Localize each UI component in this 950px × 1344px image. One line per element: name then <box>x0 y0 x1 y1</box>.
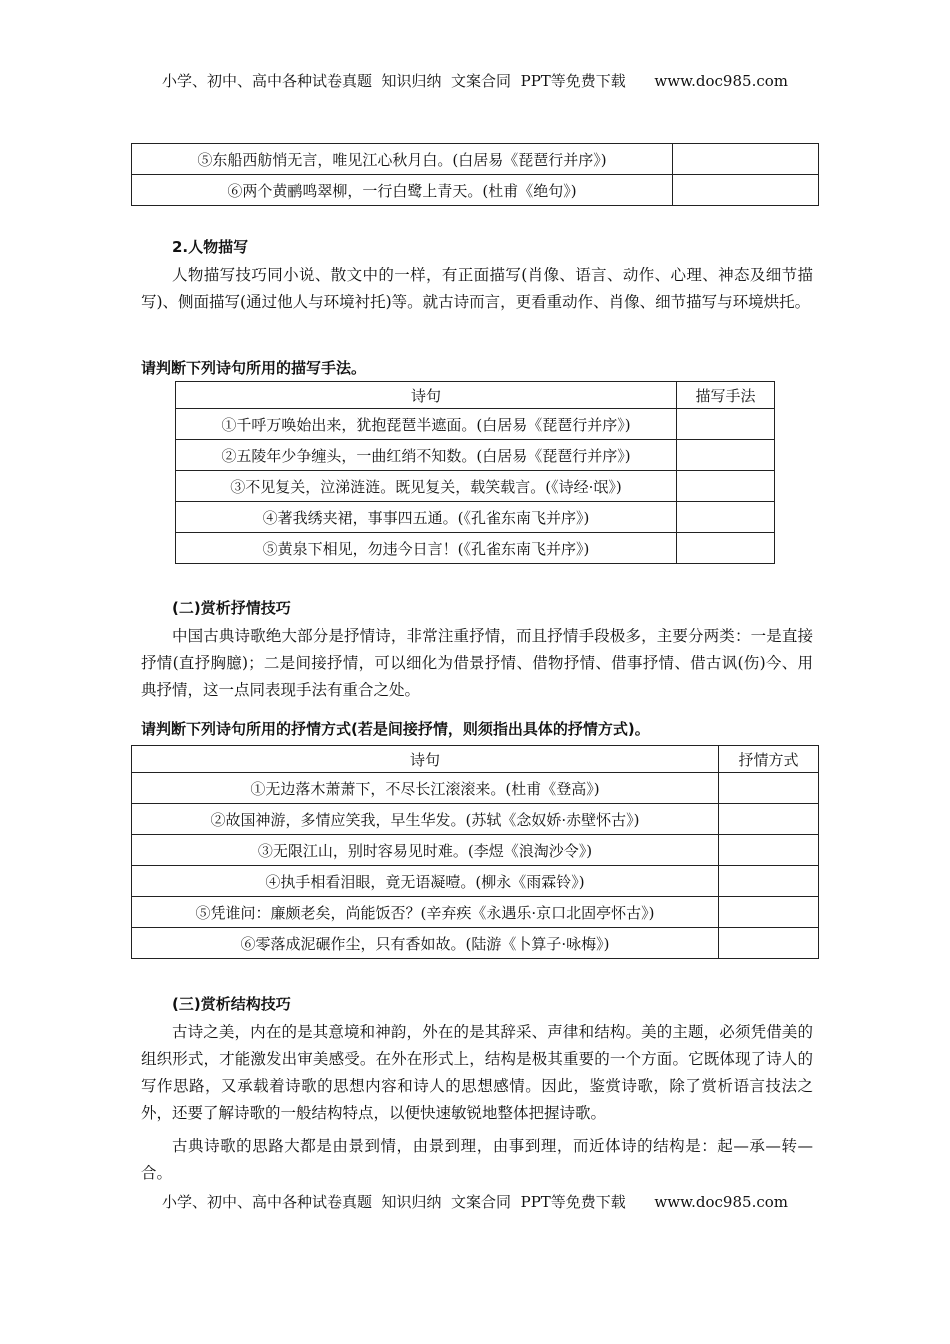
answer-cell <box>719 866 819 897</box>
table-row <box>132 835 819 866</box>
paragraph-structure-technique: 古诗之美，内在的是其意境和神韵，外在的是其辞采、声律和结构。美的主题，必须凭借美的组织形式，才能激发出审美感受。在外在形式上，结构是极其重要的一个方面。它既体现了诗人的写作思路，又承载着诗歌的思想内容和诗人的思想感情。因此，鉴赏诗歌，除了赏析语言技法之外，还要了解诗歌的一般结构特点，以便快速敏锐地整体把握诗歌。 <box>141 1023 813 1122</box>
answer-cell <box>719 804 819 835</box>
table-header-row <box>176 382 775 409</box>
answer-cell <box>677 409 775 440</box>
table-row <box>176 502 775 533</box>
column-header-description-method: 描写手法 <box>677 382 775 409</box>
answer-cell <box>719 928 819 959</box>
table-row <box>132 928 819 959</box>
paragraph-lyric-technique: 中国古典诗歌绝大部分是抒情诗，非常注重抒情，而且抒情手段极多，主要分两类：一是直接抒情(直抒胸臆)；二是间接抒情，可以细化为借景抒情、借物抒情、借事抒情、借古讽(伤)今、用典抒情，这一点同表现手法有重合之处。 <box>141 627 813 699</box>
poem-cell: ⑤东船西舫悄无言，唯见江心秋月白。(白居易《琵琶行并序》) <box>132 144 673 175</box>
poem-cell: ②五陵年少争缠头，一曲红绡不知数。(白居易《琵琶行并序》) <box>176 440 677 471</box>
poem-cell: ③不见复关，泣涕涟涟。既见复关，载笑载言。(《诗经·氓》) <box>176 471 677 502</box>
table-row <box>132 897 819 928</box>
answer-cell <box>719 835 819 866</box>
answer-cell <box>719 897 819 928</box>
instruction-description-method: 请判断下列诗句所用的描写手法。 <box>141 359 367 377</box>
lyric-method-table <box>131 745 819 959</box>
poem-cell: ④著我绣夹裙，事事四五通。(《孔雀东南飞并序》) <box>176 502 677 533</box>
table-row <box>132 144 819 175</box>
section-heading-character-description: 2.人物描写 <box>172 238 249 256</box>
section-heading-structure-technique: (三)赏析结构技巧 <box>172 995 291 1013</box>
answer-cell <box>673 175 819 206</box>
page-footer: 小学、初中、高中各种试卷真题 知识归纳 文案合同 PPT等免费下载 www.doc985.com <box>161 1193 788 1211</box>
poem-cell: ⑤黄泉下相见，勿违今日言！(《孔雀东南飞并序》) <box>176 533 677 564</box>
column-header-poem: 诗句 <box>132 746 719 773</box>
column-header-poem: 诗句 <box>176 382 677 409</box>
poem-cell: ⑥零落成泥碾作尘，只有香如故。(陆游《卜算子·咏梅》) <box>132 928 719 959</box>
poem-cell: ⑥两个黄鹂鸣翠柳，一行白鹭上青天。(杜甫《绝句》) <box>132 175 673 206</box>
column-header-lyric-method: 抒情方式 <box>719 746 819 773</box>
description-method-table <box>175 381 775 564</box>
answer-cell <box>673 144 819 175</box>
instruction-lyric-method: 请判断下列诗句所用的抒情方式(若是间接抒情，则须指出具体的抒情方式)。 <box>141 720 650 738</box>
answer-cell <box>677 471 775 502</box>
poem-cell: ②故国神游，多情应笑我，早生华发。(苏轼《念奴娇·赤壁怀古》) <box>132 804 719 835</box>
poem-cell: ④执手相看泪眼，竟无语凝噎。(柳永《雨霖铃》) <box>132 866 719 897</box>
table-row <box>176 409 775 440</box>
paragraph-structure-pattern: 古典诗歌的思路大都是由景到情，由景到理，由事到理，而近体诗的结构是：起—承—转—合。 <box>141 1137 813 1182</box>
table-row <box>132 804 819 835</box>
poem-cell: ⑤凭谁问：廉颇老矣，尚能饭否？(辛弃疾《永遇乐·京口北固亭怀古》) <box>132 897 719 928</box>
continued-table <box>131 143 819 206</box>
table-row <box>176 533 775 564</box>
table-row <box>132 866 819 897</box>
answer-cell <box>719 773 819 804</box>
table-row <box>176 471 775 502</box>
answer-cell <box>677 533 775 564</box>
section-heading-lyric-technique: (二)赏析抒情技巧 <box>172 599 291 617</box>
table-header-row <box>132 746 819 773</box>
poem-cell: ①无边落木萧萧下，不尽长江滚滚来。(杜甫《登高》) <box>132 773 719 804</box>
table-row <box>176 440 775 471</box>
page-header: 小学、初中、高中各种试卷真题 知识归纳 文案合同 PPT等免费下载 www.doc985.com <box>161 72 788 90</box>
answer-cell <box>677 440 775 471</box>
paragraph-character-description: 人物描写技巧同小说、散文中的一样，有正面描写(肖像、语言、动作、心理、神态及细节描写)、侧面描写(通过他人与环境衬托)等。就古诗而言，更看重动作、肖像、细节描写与环境烘托。 <box>141 266 813 311</box>
table-row <box>132 773 819 804</box>
answer-cell <box>677 502 775 533</box>
poem-cell: ①千呼万唤始出来，犹抱琵琶半遮面。(白居易《琵琶行并序》) <box>176 409 677 440</box>
table-row <box>132 175 819 206</box>
poem-cell: ③无限江山，别时容易见时难。(李煜《浪淘沙令》) <box>132 835 719 866</box>
